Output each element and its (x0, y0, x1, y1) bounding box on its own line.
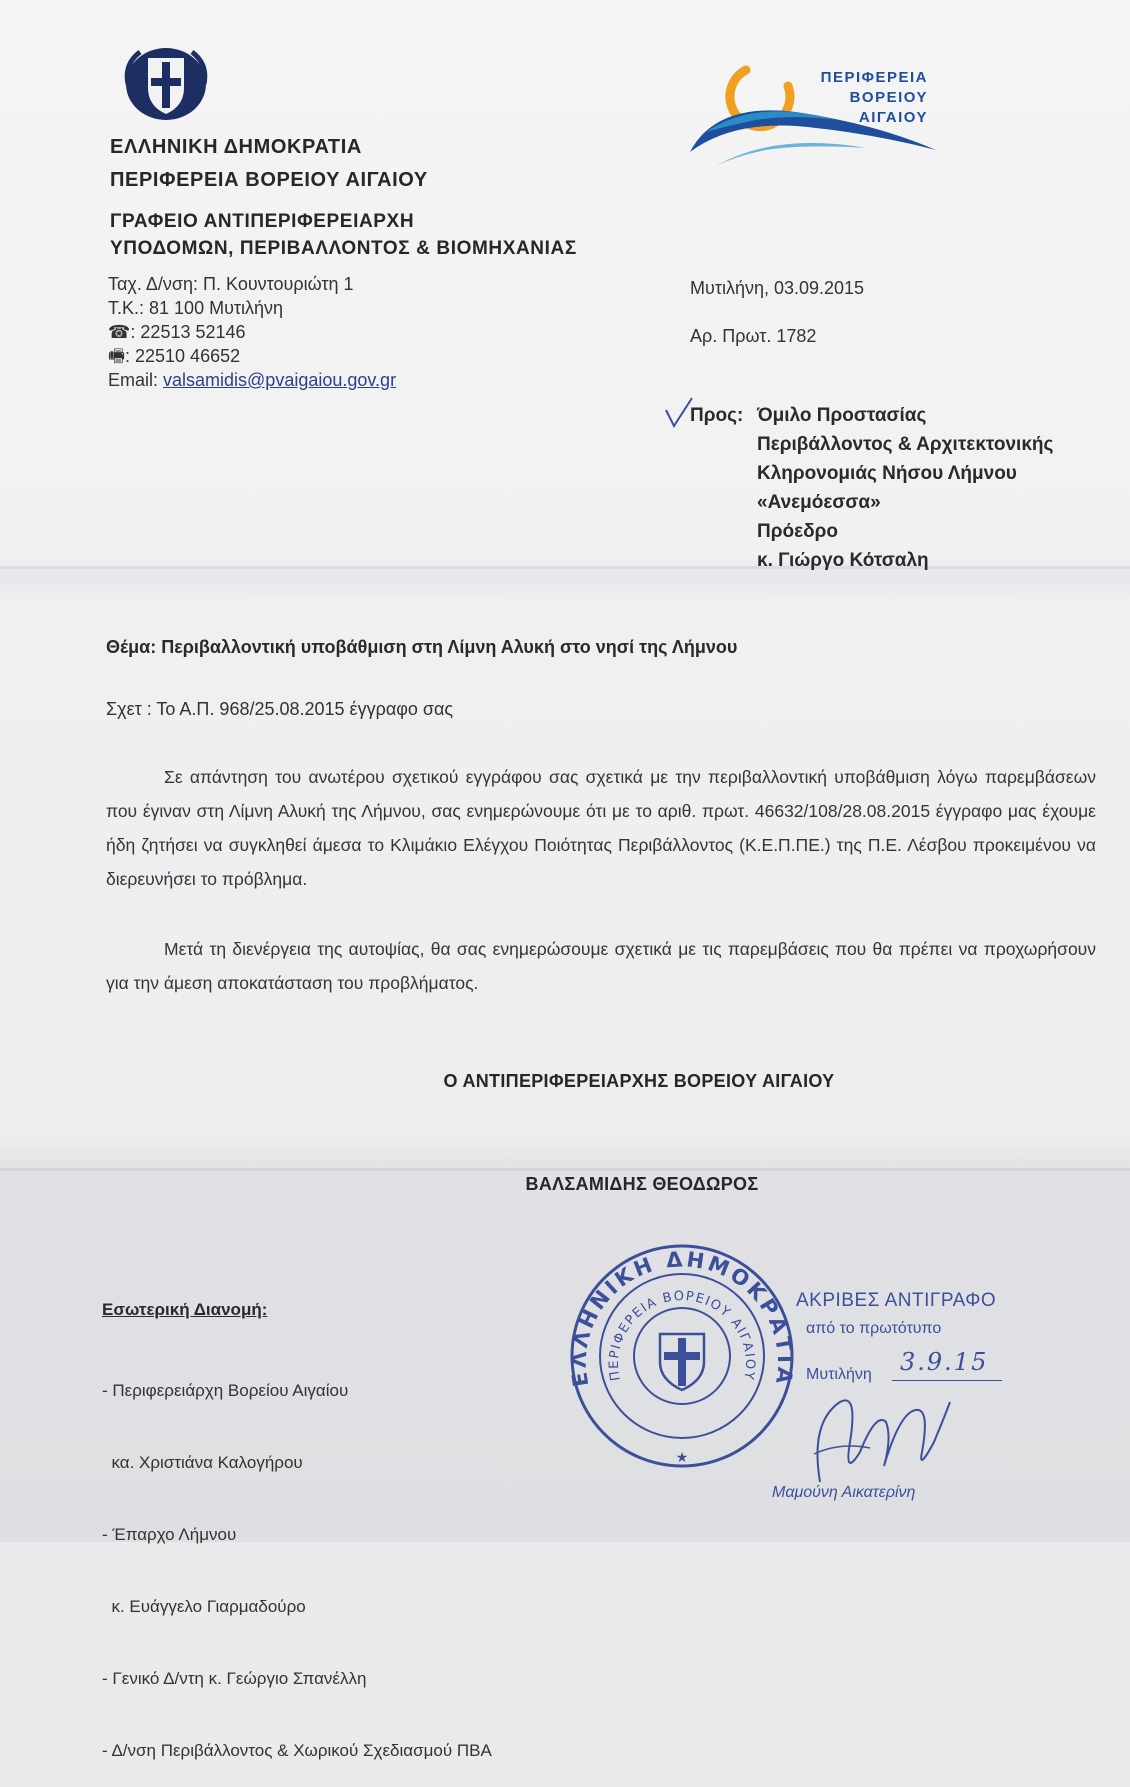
certified-copy-subtitle: από το πρωτότυπο (806, 1320, 942, 1337)
logo-line2: ΒΟΡΕΙΟΥ (849, 89, 928, 106)
email-link[interactable]: valsamidis@pvaigaiou.gov.gr (163, 370, 397, 390)
recipient-block (757, 401, 1053, 575)
signatory-name: ΒΑΛΣΑΜΙΔΗΣ ΘΕΟΔΩΡΟΣ (525, 1174, 759, 1194)
republic-heading: ΕΛΛΗΝΙΚΗ ΔΗΜΟΚΡΑΤΙΑ (110, 136, 362, 158)
recipient-line: «Ανεμόεσσα» (757, 492, 881, 513)
region-logo-text (796, 68, 928, 128)
letter-date: Μυτιλήνη, 03.09.2015 (690, 278, 865, 298)
certified-copy-title: ΑΚΡΙΒΕΣ ΑΝΤΙΓΡΑΦΟ (796, 1290, 997, 1311)
official-stamp-icon (566, 1240, 798, 1472)
greek-crest-icon (122, 44, 210, 124)
certifier-name: Μαμούνη Αικατερίνη (772, 1484, 916, 1501)
subject-line: Θέμα: Περιβαλλοντική υποβάθμιση στη Λίμνη Αλυκή στο νησί της Λήμνου (106, 637, 738, 657)
stamp-ring-outer: ΕΛΛΗΝΙΚΗ ΔΗΜΟΚΡΑΤΙΑ (566, 1247, 798, 1389)
distribution-list (102, 1331, 492, 1787)
fax-icon: 🖷 (108, 346, 125, 366)
distribution-title: Εσωτερική Διανομή: (102, 1300, 268, 1319)
sender-address-block (108, 272, 396, 392)
distribution-item: - Έπαρχο Λήμνου (102, 1525, 237, 1544)
recipient-line: Πρόεδρο (757, 521, 838, 542)
reference-line: Σχετ : Το Α.Π. 968/25.08.2015 έγγραφο σας (106, 699, 454, 719)
sender-postal: Τ.Κ.: 81 100 Μυτιλήνη (108, 298, 284, 318)
svg-text:★: ★ (675, 1450, 689, 1466)
sender-street: Ταχ. Δ/νση: Π. Κουντουριώτη 1 (108, 274, 354, 294)
protocol-number: Αρ. Πρωτ. 1782 (690, 326, 817, 346)
sender-phone: ☎: 22513 52146 (108, 322, 246, 342)
recipient-line: Όμιλο Προστασίας (757, 405, 927, 426)
recipient-line: Περιβάλλοντος & Αρχιτεκτονικής (757, 434, 1054, 455)
logo-line1: ΠΕΡΙΦΕΡΕΙΑ (820, 69, 928, 86)
distribution-item: - Περιφερειάρχη Βορείου Αιγαίου (102, 1381, 349, 1400)
body-paragraph-2: Μετά τη διενέργεια της αυτοψίας, θα σας ενημερώσουμε σχετικά με τις παρεμβάσεις που θα πρέπει να προχωρήσουν για την άμεση αποκατάσταση του προβλήματος. (106, 939, 1096, 993)
handwritten-signature-icon (800, 1382, 960, 1492)
sender-email: Email: valsamidis@pvaigaiou.gov.gr (108, 370, 397, 390)
phone-icon: ☎ (108, 322, 131, 342)
signatory-title: Ο ΑΝΤΙΠΕΡΙΦΕΡΕΙΑΡΧΗΣ ΒΟΡΕΙΟΥ ΑΙΓΑΙΟΥ (443, 1071, 835, 1091)
sender-fax: 🖷: 22510 46652 (108, 346, 241, 366)
stamp-ring-inner: ΠΕΡΙΦΕΡΕΙΑ ΒΟΡΕΙΟΥ ΑΙΓΑΙΟΥ (606, 1288, 758, 1382)
handwritten-date: 3.9.15 (900, 1348, 989, 1376)
date-line (892, 1380, 1002, 1381)
distribution-item: κ. Ευάγγελο Γιαρμαδούρο (102, 1597, 306, 1616)
distribution-item: κα. Χριστιάνα Καλογήρου (102, 1453, 303, 1472)
region-heading: ΠΕΡΙΦΕΡΕΙΑ ΒΟΡΕΙΟΥ ΑΙΓΑΙΟΥ (110, 169, 428, 191)
body-paragraph-1: Σε απάντηση του ανωτέρου σχετικού εγγράφου σας σχετικά με την περιβαλλοντική υποβάθμιση λόγω παρεμβάσεων που έγιναν στη Λίμνη Αλυκή της Λήμνου, σας ενημερώνουμε ότι με το αριθ. πρωτ. 46632/108/28.08.2015 έγγραφο μας έχουμε ήδη ζητήσει να συγκληθεί άμεσα το Κλιμάκιο Ελέγχου Ποιότητας Περιβάλλοντος (Κ.Ε.Π.ΠΕ.) της Π.Ε. Λέσβου προκειμένου να διερευνήσει το πρόβλημα. (106, 767, 1096, 889)
logo-line3: ΑΙΓΑΙΟΥ (858, 109, 928, 126)
office-heading-line2: ΥΠΟΔΟΜΩΝ, ΠΕΡΙΒΑΛΛΟΝΤΟΣ & ΒΙΟΜΗΧΑΝΙΑΣ (110, 238, 577, 259)
recipient-line: Κληρονομιάς Νήσου Λήμνου (757, 463, 1017, 484)
recipient-label: Προς: (690, 405, 744, 426)
recipient-line: κ. Γιώργο Κότσαλη (757, 550, 929, 571)
distribution-item: - Δ/νση Περιβάλλοντος & Χωρικού Σχεδιασμού ΠΒΑ (102, 1741, 492, 1760)
distribution-item: - Γενικό Δ/ντη κ. Γεώργιο Σπανέλλη (102, 1669, 367, 1688)
office-heading-line1: ΓΡΑΦΕΙΟ ΑΝΤΙΠΕΡΙΦΕΡΕΙΑΡΧΗ (110, 211, 415, 232)
certified-copy-place: Μυτιλήνη (806, 1366, 872, 1383)
paper-fold-lower (0, 1168, 1130, 1171)
